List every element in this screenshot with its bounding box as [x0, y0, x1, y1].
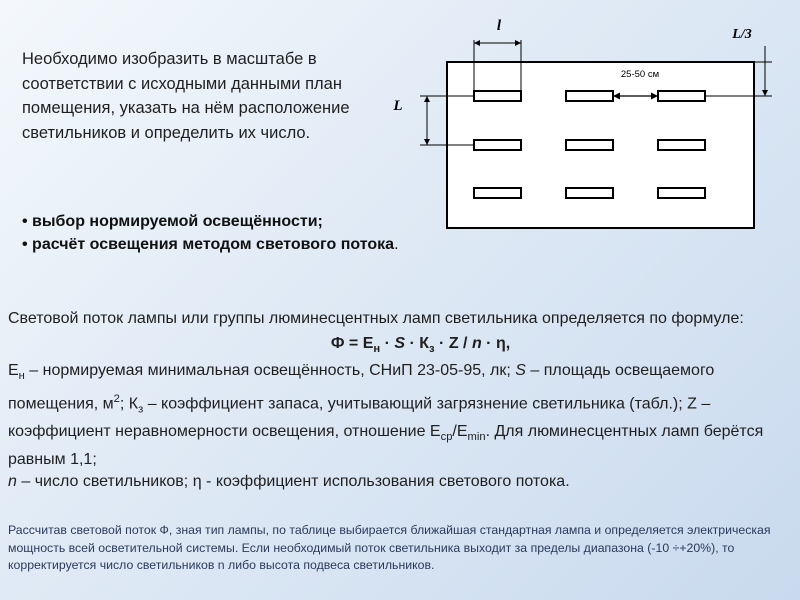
bullet-item: • расчёт освещения методом светового потока.	[22, 233, 442, 256]
label-L3: L/3	[732, 27, 752, 42]
label-l: l	[496, 18, 502, 34]
luminaire	[658, 188, 705, 198]
luminaire	[474, 188, 521, 198]
luminaire	[566, 140, 613, 150]
bullet-list	[22, 210, 442, 256]
luminaire	[658, 140, 705, 150]
spacing-label: 25-50 см	[620, 69, 660, 80]
formula-intro: Световой поток лампы или группы люминесцентных ламп светильника определяется по формуле:	[8, 310, 744, 327]
luminaire	[474, 91, 521, 101]
footnote-text: Рассчитав световой поток Ф, зная тип лампы, по таблице выбирается ближайшая стандартная лампа и определяется электрическая мощность всей осветительной системы. Если необходимый поток светильника выходит за пределы диапазона (-10 ÷+20%), то корректируется число светильников n либо высота подвеса светильников.	[8, 523, 771, 572]
luminaire	[658, 91, 705, 101]
formula-definitions: $Е_н$ – нормируемая минимальная освещённость, СНиП 23-05-95, лк; S – площадь освещаемого помещения, $м^2$; $К_з$ – коэффициент запаса, учитывающий загрязнение светильника (табл.); Z – коэффициент неравномерности освещения, отношение $Е_{ср}/Е_{min}$. Для люминесцентных ламп берётся равным 1,1; n – число светильников; η - коэффициент использования светового потока.	[8, 362, 764, 491]
label-L: L	[393, 98, 403, 114]
luminaire	[566, 188, 613, 198]
bullet-item: • выбор нормируемой освещённости;	[22, 210, 442, 233]
task-description: Необходимо изобразить в масштабе в соответствии с исходными данными план помещения, указать на нём расположение светильников и определить их число.	[22, 50, 350, 142]
luminaire	[566, 91, 613, 101]
luminous-flux-formula: $Ф = Е_н \cdot S \cdot К_з \cdot Z / n \cdot \eta$,	[330, 334, 511, 355]
main-text	[8, 308, 793, 494]
luminaire	[474, 140, 521, 150]
